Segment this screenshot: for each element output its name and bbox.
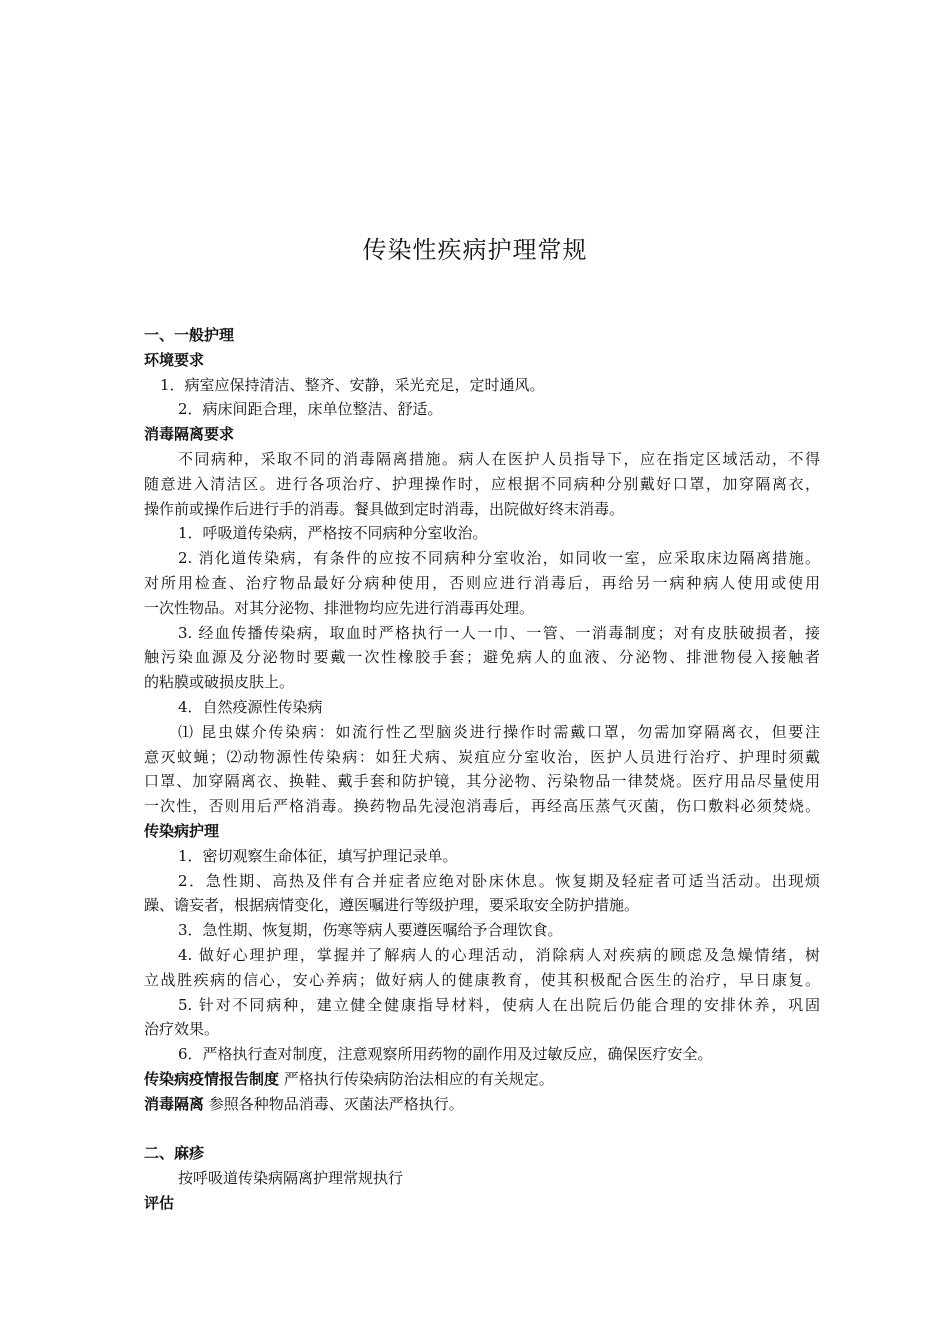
paragraph-line: 口罩、加穿隔离衣、换鞋、戴手套和防护镜，其分泌物、污染物品一律焚烧。医疗用品尽量使用: [144, 772, 820, 791]
paragraph-line: 3．急性期、恢复期，伤寒等病人要遵医嘱给予合理饮食。: [178, 921, 563, 940]
paragraph-line: 的粘膜或破损皮肤上。: [144, 673, 295, 692]
subsection-heading: 评估: [144, 1193, 175, 1212]
paragraph-line: 2．急性期、高热及伴有合并症者应绝对卧床休息。恢复期及轻症者可适当活动。出现烦: [178, 871, 820, 890]
isolation-rule-text: 参照各种物品消毒、灭菌法严格执行。: [204, 1094, 464, 1113]
paragraph-line: 2. 消化道传染病，有条件的应按不同病种分室收治，如同收一室，应采取床边隔离措施。: [178, 549, 820, 568]
paragraph-line: 一次性，否则用后严格消毒。换药物品先浸泡消毒后，再经高压蒸气灭菌，伤口敷料必须焚烧。: [144, 797, 820, 816]
paragraph-line: 意灭蚊蝇；⑵动物源性传染病：如狂犬病、炭疽应分室收治，医护人员进行治疗、护理时须戴: [144, 747, 820, 766]
paragraph-line: 操作前或操作后进行手的消毒。餐具做到定时消毒，出院做好终末消毒。: [144, 499, 625, 518]
paragraph-line: 4．自然疫源性传染病: [178, 697, 323, 716]
spacer: [144, 1117, 820, 1142]
subsection-heading: 消毒隔离要求: [144, 425, 235, 444]
paragraph-line: 立战胜疾病的信心，安心养病；做好病人的健康教育，使其积极配合医生的治疗，早日康复。: [144, 970, 820, 989]
paragraph-line: 6．严格执行查对制度，注意观察所用药物的副作用及过敏反应，确保医疗安全。: [178, 1045, 713, 1064]
report-rule-label: 传染病疫情报告制度: [144, 1069, 280, 1088]
paragraph-line: 躁、谵妄者，根据病情变化，遵医嘱进行等级护理，要采取安全防护措施。: [144, 896, 640, 915]
paragraph-line: 5. 针对不同病种，建立健全健康指导材料，使病人在出院后仍能合理的安排休养，巩固: [178, 995, 820, 1014]
paragraph-line: 触污染血源及分泌物时要戴一次性橡胶手套；避免病人的血液、分泌物、排泄物侵入接触者: [144, 648, 820, 667]
isolation-rule-line: [144, 1092, 820, 1117]
paragraph-line: ⑴ 昆虫媒介传染病：如流行性乙型脑炎进行操作时需戴口罩，勿需加穿隔离衣，但要注: [178, 722, 820, 741]
paragraph-line: 一次性物品。对其分泌物、排泄物均应先进行消毒再处理。: [144, 598, 535, 617]
paragraph-line: 1．呼吸道传染病，严格按不同病种分室收治。: [178, 524, 488, 543]
document-title: 传染性疾病护理常规: [362, 236, 588, 264]
document-body: [144, 323, 820, 1216]
paragraph-line: 3. 经血传播传染病，取血时严格执行一人一巾、一管、一消毒制度；对有皮肤破损者，接: [178, 623, 820, 642]
paragraph-line: 不同病种，采取不同的消毒隔离措施。病人在医护人员指导下，应在指定区域活动，不得: [178, 449, 820, 468]
paragraph-line: 2．病床间距合理，床单位整洁、舒适。: [178, 400, 443, 419]
paragraph-line: 1．密切观察生命体征，填写护理记录单。: [178, 846, 458, 865]
paragraph-line: 按呼吸道传染病隔离护理常规执行: [178, 1169, 404, 1188]
report-rule-text: 严格执行传染病防治法相应的有关规定。: [279, 1069, 554, 1088]
subsection-heading: 传染病护理: [144, 821, 220, 840]
paragraph-line: 4. 做好心理护理，掌握并了解病人的心理活动，消除病人对疾病的顾虑及急燥情绪，树: [178, 945, 820, 964]
section-heading: 二、麻疹: [144, 1144, 205, 1163]
paragraph-line: 治疗效果。: [144, 1020, 220, 1039]
paragraph-line: 随意进入清洁区。进行各项治疗、护理操作时，应根据不同病种分别戴好口罩，加穿隔离衣，: [144, 474, 820, 493]
report-rule-line: [144, 1067, 820, 1092]
paragraph-line: 1．病室应保持清洁、整齐、安静，采光充足，定时通风。: [160, 375, 545, 394]
isolation-rule-label: 消毒隔离: [144, 1094, 205, 1113]
section-heading: 一、一般护理: [144, 326, 235, 344]
paragraph-line: 对所用检查、治疗物品最好分病种使用，否则应进行消毒后，再给另一病种病人使用或使用: [144, 573, 820, 592]
subsection-heading: 环境要求: [144, 350, 205, 369]
